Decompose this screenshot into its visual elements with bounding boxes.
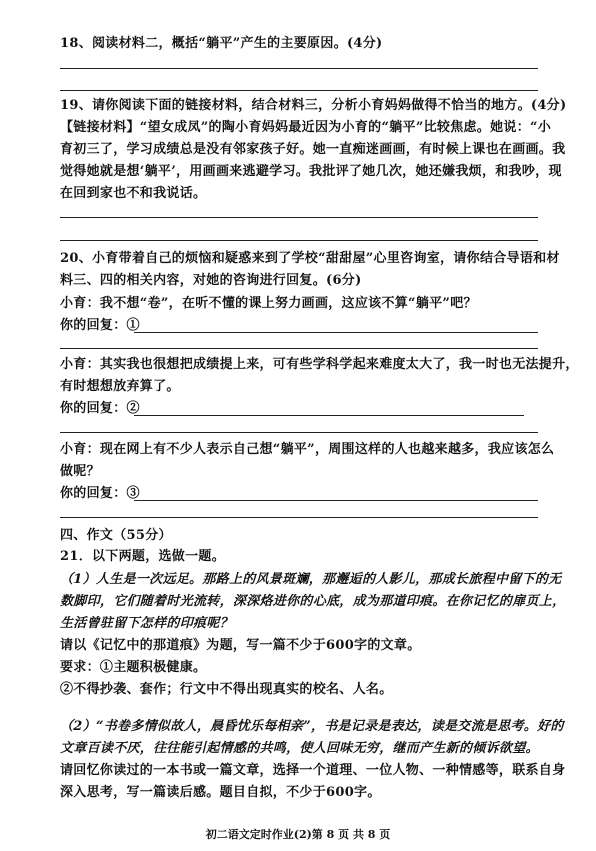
dialog-line: 做呢？ — [60, 464, 100, 479]
link-material-line: 育初三了，学习成绩总是没有邻家孩子好。她一直痴迷画画，有时候上课也在画画。我 — [60, 142, 566, 157]
option-1-text: 数脚印，它们随着时光流转，深深烙进你的心底，成为那道印痕。在你记忆的扉页上， — [60, 594, 566, 609]
section-heading: 四、作文（55分） — [60, 528, 172, 543]
question-20-prompt: 20、小育带着自己的烦恼和疑惑来到了学校“甜甜屋”心里咨询室，请你结合导语和材 — [60, 251, 560, 266]
question-20-prompt: 料三、四的相关内容，对她的咨询进行回复。(6分) — [60, 273, 362, 288]
page-footer: 初二语文定时作业(2)第 8 页 共 8 页 — [205, 828, 391, 841]
link-material-line: 【链接材料】“望女成凤”的陶小育妈妈最近因为小育的“躺平”比较焦虑。她说：“小 — [60, 120, 552, 135]
answer-line[interactable] — [60, 90, 538, 91]
reply-line[interactable] — [134, 332, 538, 333]
option-2-text: （2）“书卷多情似故人，晨昏忧乐每相亲”，书是记录是表达，读是交流是思考。好的 — [60, 719, 564, 734]
dialog-line: 小育：其实我也很想把成绩提上来，可有些学科学起来难度太大了，我一时也无法提升， — [60, 357, 579, 372]
dialog-line: 小育：我不想“卷”，在听不懂的课上努力画画，这应该不算“躺平”吧？ — [60, 296, 477, 311]
reply-label: 你的回复：① — [60, 318, 140, 333]
option-1-text: （1）人生是一次远足。那路上的风景斑斓，那邂逅的人影儿，那成长旅程中留下的无 — [60, 572, 562, 587]
option-1-requirement: ②不得抄袭、套作；行文中不得出现真实的校名、人名。 — [60, 682, 393, 697]
answer-line[interactable] — [60, 348, 538, 349]
answer-line[interactable] — [60, 432, 538, 433]
option-1-text: 生活曾驻留下怎样的印痕呢？ — [60, 616, 233, 631]
link-material-line: 觉得她就是想‘躺平’，用画画来逃避学习。我批评了她几次，她还嫌我烦，和我吵，现 — [60, 164, 562, 179]
option-2-task: 请回忆你读过的一本书或一篇文章，选择一个道理、一位人物、一种情感等，联系自身 — [60, 763, 566, 778]
question-18-prompt: 18、阅读材料二，概括“躺平”产生的主要原因。(4分) — [60, 36, 383, 51]
reply-label: 你的回复：③ — [60, 486, 140, 501]
answer-line[interactable] — [60, 517, 538, 518]
reply-line[interactable] — [134, 415, 524, 416]
reply-label: 你的回复：② — [60, 401, 140, 416]
answer-line[interactable] — [60, 240, 538, 241]
option-1-task: 请以《记忆中的那道痕》为题，写一篇不少于600字的文章。 — [60, 638, 421, 653]
option-2-text: 文章百读不厌，往往能引起情感的共鸣，使人回味无穷，继而产生新的倾诉欲望。 — [60, 741, 539, 756]
link-material-line: 在回到家也不和我说话。 — [60, 186, 207, 201]
question-19-prompt: 19、请你阅读下面的链接材料，结合材料三，分析小育妈妈做得不恰当的地方。(4分) — [60, 98, 567, 113]
answer-line[interactable] — [60, 68, 538, 69]
dialog-line: 有时想想放弃算了。 — [60, 379, 180, 394]
reply-line[interactable] — [134, 500, 538, 501]
question-21-prompt: 21．以下两题，选做一题。 — [60, 549, 225, 564]
dialog-line: 小育：现在网上有不少人表示自己想“躺平”，周围这样的人也越来越多，我应该怎么 — [60, 442, 555, 457]
answer-line[interactable] — [60, 217, 538, 218]
option-1-requirement: 要求：①主题积极健康。 — [60, 660, 207, 675]
option-2-task: 深入思考，写一篇读后感。题目自拟，不少于600字。 — [60, 785, 381, 800]
